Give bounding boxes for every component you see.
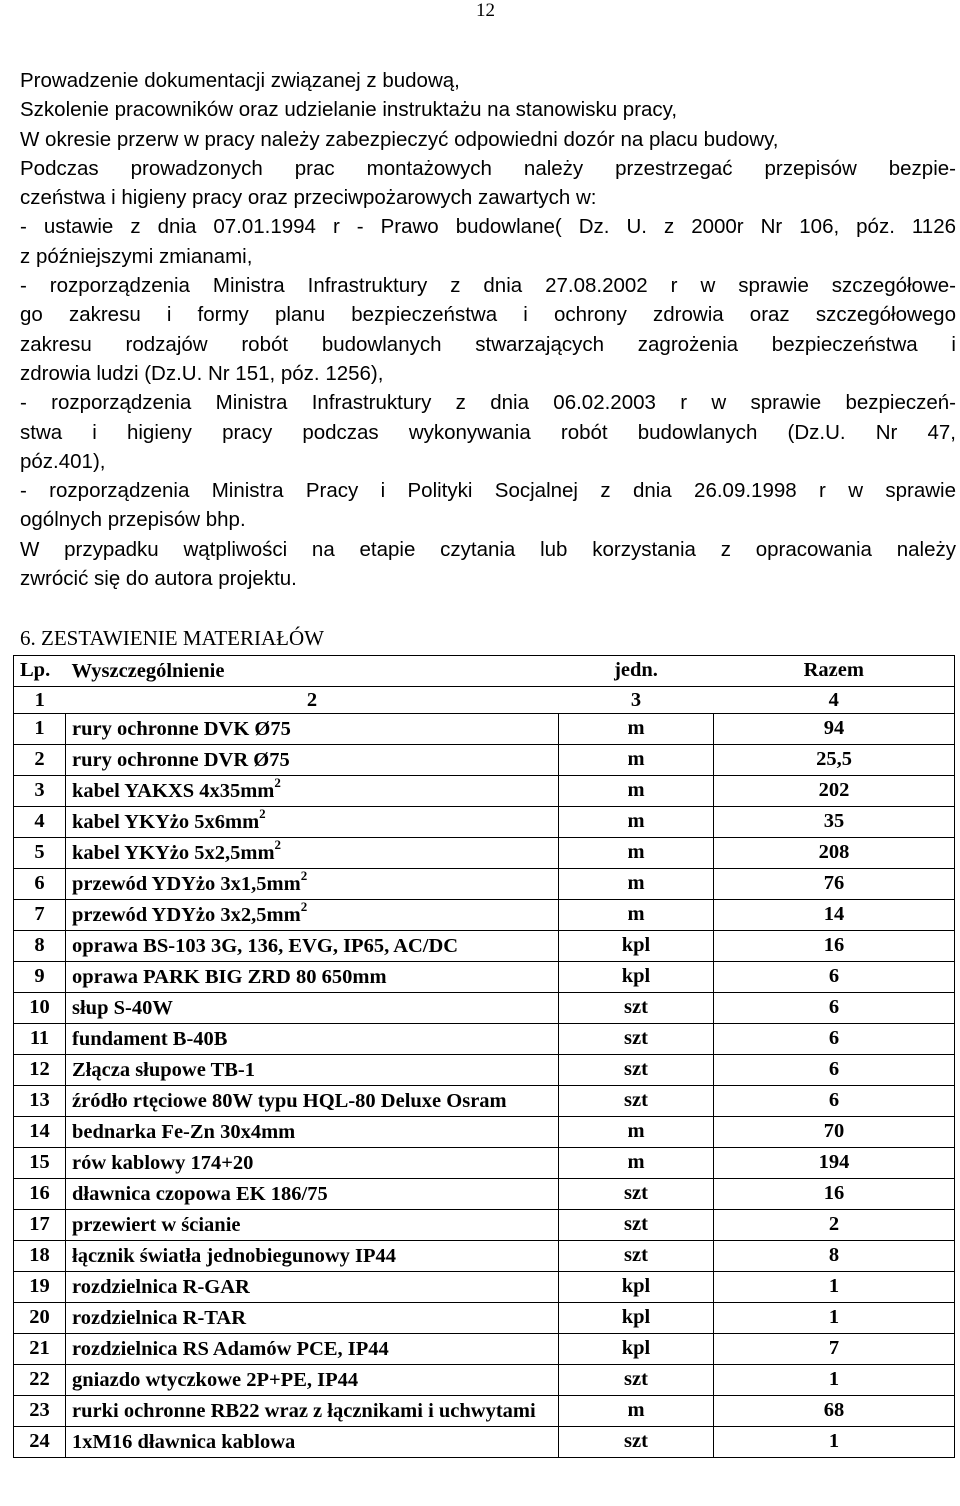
body-line: - ustawie z dnia 07.01.1994 r - Prawo budowlane( Dz. U. z 2000r Nr 106, póz. 1126 [20, 215, 956, 239]
row-name: rozdzielnica R-GAR [72, 1276, 250, 1298]
body-line: z późniejszymi zmianami, [20, 244, 253, 268]
row-unit: szt [559, 1086, 714, 1117]
table-row [14, 1148, 955, 1179]
row-unit: kpl [559, 1303, 714, 1334]
row-name: słup S-40W [72, 997, 173, 1019]
body-line: Prowadzenie dokumentacji związanej z budową, [20, 69, 460, 92]
column-number-lp: 1 [14, 687, 66, 714]
table-row [14, 931, 955, 962]
row-name: kabel YKYżo 5x2,5mm [72, 842, 275, 864]
table-row [14, 1117, 955, 1148]
row-unit: szt [559, 1055, 714, 1086]
row-unit: m [559, 807, 714, 838]
row-name-cell [66, 1396, 559, 1427]
column-number-qty: 4 [714, 687, 955, 714]
row-unit: szt [559, 1179, 714, 1210]
row-name-cell [66, 1086, 559, 1117]
table-row [14, 1055, 955, 1086]
row-unit: m [559, 745, 714, 776]
row-unit: m [559, 838, 714, 869]
row-qty: 1 [714, 1365, 955, 1396]
row-name: fundament B-40B [72, 1028, 228, 1050]
row-unit: szt [559, 1427, 714, 1458]
row-name-cell [66, 745, 559, 776]
row-name-cell [66, 1179, 559, 1210]
row-name-superscript: 2 [300, 868, 308, 884]
body-line: póz.401), [20, 449, 106, 473]
row-lp: 4 [14, 807, 66, 838]
column-number-unit: 3 [559, 687, 714, 714]
row-name: gniazdo wtyczkowe 2P+PE, IP44 [72, 1369, 359, 1391]
row-lp: 11 [14, 1024, 66, 1055]
row-lp: 9 [14, 962, 66, 993]
row-name-cell [66, 1272, 559, 1303]
body-line: go zakresu i formy planu bezpieczeństwa i ochrony zdrowia oraz szczegółowego [20, 303, 956, 327]
table-row [14, 869, 955, 900]
body-line: W przypadku wątpliwości na etapie czytania lub korzystania z opracowania należy [20, 537, 956, 561]
row-unit: kpl [559, 931, 714, 962]
table-row [14, 1179, 955, 1210]
table-row [14, 776, 955, 807]
body-line: W okresie przerw w pracy należy zabezpieczyć odpowiedni dozór na placu budowy, [20, 127, 779, 151]
body-line: zdrowia ludzi (Dz.U. Nr 151, póz. 1256), [20, 361, 384, 385]
row-name-cell [66, 1303, 559, 1334]
row-qty: 70 [714, 1117, 955, 1148]
row-name-cell [66, 1241, 559, 1272]
row-unit: m [559, 869, 714, 900]
materials-table [13, 655, 955, 1458]
row-unit: kpl [559, 1272, 714, 1303]
table-row [14, 1024, 955, 1055]
row-lp: 5 [14, 838, 66, 869]
row-lp: 24 [14, 1427, 66, 1458]
row-unit: szt [559, 1241, 714, 1272]
row-name: rurki ochronne RB22 wraz z łącznikami i uchwytami [72, 1400, 536, 1422]
row-name: rury ochronne DVK Ø75 [72, 718, 291, 740]
row-name-superscript: 2 [300, 899, 308, 915]
row-name-cell [66, 1427, 559, 1458]
table-row [14, 993, 955, 1024]
row-name: przewiert w ścianie [72, 1214, 241, 1236]
row-qty: 202 [714, 776, 955, 807]
row-lp: 13 [14, 1086, 66, 1117]
row-lp: 12 [14, 1055, 66, 1086]
page-number: 12 [476, 0, 495, 21]
row-unit: m [559, 1148, 714, 1179]
row-lp: 23 [14, 1396, 66, 1427]
row-qty: 7 [714, 1334, 955, 1365]
row-lp: 22 [14, 1365, 66, 1396]
table-row [14, 1086, 955, 1117]
row-name-cell [66, 962, 559, 993]
body-line: - rozporządzenia Ministra Infrastruktury z dnia 27.08.2002 r w sprawie szczegółowe- [20, 274, 956, 298]
row-qty: 14 [714, 900, 955, 931]
row-name: dławnica czopowa EK 186/75 [72, 1183, 328, 1205]
row-lp: 10 [14, 993, 66, 1024]
row-qty: 6 [714, 1086, 955, 1117]
body-text [20, 66, 956, 593]
row-unit: szt [559, 1024, 714, 1055]
row-unit: szt [559, 1210, 714, 1241]
row-name-cell [66, 869, 559, 900]
table-header-row [14, 656, 955, 687]
table-row [14, 1303, 955, 1334]
row-lp: 1 [14, 714, 66, 745]
row-qty: 16 [714, 1179, 955, 1210]
row-name: rozdzielnica RS Adamów PCE, IP44 [72, 1338, 389, 1360]
row-name: oprawa PARK BIG ZRD 80 650mm [72, 966, 387, 988]
row-name-cell [66, 1334, 559, 1365]
row-lp: 6 [14, 869, 66, 900]
row-qty: 194 [714, 1148, 955, 1179]
row-name-superscript: 2 [274, 775, 281, 791]
row-qty: 94 [714, 714, 955, 745]
row-name-cell [66, 714, 559, 745]
section-heading: 6. ZESTAWIENIE MATERIAŁÓW [20, 626, 324, 650]
row-lp: 18 [14, 1241, 66, 1272]
row-qty: 16 [714, 931, 955, 962]
row-qty: 1 [714, 1427, 955, 1458]
row-lp: 3 [14, 776, 66, 807]
row-unit: m [559, 1117, 714, 1148]
row-qty: 2 [714, 1210, 955, 1241]
row-name: oprawa BS-103 3G, 136, EVG, IP65, AC/DC [72, 935, 459, 957]
table-row [14, 714, 955, 745]
table-row [14, 1272, 955, 1303]
body-line: - rozporządzenia Ministra Pracy i Polityki Socjalnej z dnia 26.09.1998 r w sprawie [20, 479, 956, 503]
row-name: rozdzielnica R-TAR [72, 1307, 247, 1329]
row-name-cell [66, 993, 559, 1024]
row-qty: 8 [714, 1241, 955, 1272]
row-name: 1xM16 dławnica kablowa [72, 1431, 296, 1453]
row-qty: 76 [714, 869, 955, 900]
row-unit: m [559, 714, 714, 745]
row-qty: 208 [714, 838, 955, 869]
table-row [14, 745, 955, 776]
row-qty: 6 [714, 962, 955, 993]
row-qty: 68 [714, 1396, 955, 1427]
table-row [14, 838, 955, 869]
body-line: ogólnych przepisów bhp. [20, 508, 246, 532]
row-name-cell [66, 1210, 559, 1241]
row-name: przewód YDYżo 3x1,5mm [72, 873, 301, 895]
row-name: Złącza słupowe TB-1 [72, 1059, 255, 1081]
row-name-cell [66, 1365, 559, 1396]
body-line: zwrócić się do autora projektu. [20, 567, 297, 591]
row-unit: m [559, 1396, 714, 1427]
row-qty: 1 [714, 1303, 955, 1334]
header-unit: jedn. [559, 656, 714, 687]
row-unit: szt [559, 993, 714, 1024]
row-name-cell [66, 807, 559, 838]
row-qty: 6 [714, 1024, 955, 1055]
body-line: stwa i higieny pracy podczas wykonywania robót budowlanych (Dz.U. Nr 47, [20, 420, 956, 444]
header-qty: Razem [714, 656, 955, 687]
row-unit: kpl [559, 962, 714, 993]
row-name: rury ochronne DVR Ø75 [72, 749, 290, 771]
table-row [14, 1427, 955, 1458]
row-lp: 15 [14, 1148, 66, 1179]
row-lp: 14 [14, 1117, 66, 1148]
table-row [14, 1365, 955, 1396]
body-line: czeństwa i higieny pracy oraz przeciwpożarowych zawartych w: [20, 186, 597, 210]
row-unit: kpl [559, 1334, 714, 1365]
body-line: zakresu rodzajów robót budowlanych stwarzających zagrożenia bezpieczeństwa i [20, 332, 956, 356]
column-number-name: 2 [66, 687, 559, 714]
row-name-cell [66, 931, 559, 962]
table-row [14, 1334, 955, 1365]
row-name-cell [66, 1055, 559, 1086]
row-name: rów kablowy 174+20 [72, 1152, 254, 1174]
table-column-numbers-row [14, 687, 955, 714]
row-name: przewód YDYżo 3x2,5mm [72, 904, 301, 926]
body-line: - rozporządzenia Ministra Infrastruktury z dnia 06.02.2003 r w sprawie bezpieczeń- [20, 391, 956, 415]
header-lp: Lp. [14, 656, 66, 687]
header-name: Wyszczególnienie [66, 656, 559, 687]
row-name-cell [66, 776, 559, 807]
row-unit: m [559, 900, 714, 931]
row-name: źródło rtęciowe 80W typu HQL-80 Deluxe Osram [72, 1090, 507, 1112]
row-name: kabel YKYżo 5x6mm [72, 811, 260, 833]
row-lp: 21 [14, 1334, 66, 1365]
row-name-cell [66, 900, 559, 931]
row-lp: 8 [14, 931, 66, 962]
row-qty: 35 [714, 807, 955, 838]
row-name-superscript: 2 [274, 837, 282, 853]
row-name-cell [66, 1148, 559, 1179]
row-name: kabel YAKXS 4x35mm [72, 780, 275, 802]
table-row [14, 900, 955, 931]
row-name-cell [66, 1024, 559, 1055]
row-name: bednarka Fe-Zn 30x4mm [72, 1121, 296, 1143]
table-row [14, 1241, 955, 1272]
row-qty: 6 [714, 993, 955, 1024]
row-name-cell [66, 1117, 559, 1148]
row-name-superscript: 2 [259, 806, 266, 822]
row-lp: 2 [14, 745, 66, 776]
row-name: łącznik światła jednobiegunowy IP44 [72, 1245, 397, 1267]
row-qty: 25,5 [714, 745, 955, 776]
body-line: Szkolenie pracowników oraz udzielanie instruktażu na stanowisku pracy, [20, 98, 678, 122]
row-lp: 19 [14, 1272, 66, 1303]
row-name-cell [66, 838, 559, 869]
row-unit: m [559, 776, 714, 807]
row-qty: 6 [714, 1055, 955, 1086]
table-row [14, 1396, 955, 1427]
table-row [14, 807, 955, 838]
row-lp: 16 [14, 1179, 66, 1210]
table-row [14, 1210, 955, 1241]
table-row [14, 962, 955, 993]
row-lp: 20 [14, 1303, 66, 1334]
row-lp: 17 [14, 1210, 66, 1241]
body-line: Podczas prowadzonych prac montażowych należy przestrzegać przepisów bezpie- [20, 156, 956, 180]
row-unit: szt [559, 1365, 714, 1396]
row-lp: 7 [14, 900, 66, 931]
row-qty: 1 [714, 1272, 955, 1303]
